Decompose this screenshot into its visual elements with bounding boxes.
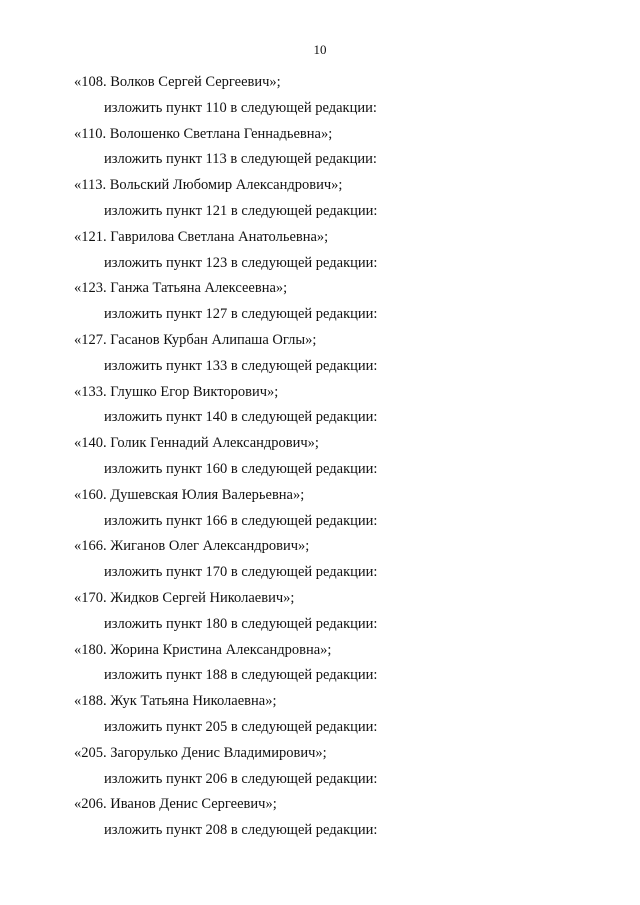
list-entry: «113. Вольский Любомир Александрович»; [74, 177, 343, 194]
amendment-instruction: изложить пункт 110 в следующей редакции: [104, 99, 377, 116]
amendment-instruction: изложить пункт 113 в следующей редакции: [104, 151, 377, 168]
list-entry: «140. Голик Геннадий Александрович»; [74, 435, 319, 452]
amendment-instruction: изложить пункт 208 в следующей редакции: [104, 822, 378, 839]
list-entry: «133. Глушко Егор Викторович»; [74, 383, 279, 400]
list-entry: «170. Жидков Сергей Николаевич»; [74, 590, 295, 606]
list-entry: «127. Гасанов Курбан Алипаша Оглы»; [74, 332, 317, 348]
list-entry: «180. Жорина Кристина Александровна»; [74, 641, 332, 658]
list-entry: «206. Иванов Денис Сергеевич»; [74, 796, 277, 813]
amendment-instruction: изложить пункт 205 в следующей редакции: [104, 719, 378, 735]
list-entry: «166. Жиганов Олег Александрович»; [74, 538, 310, 555]
list-entry: «110. Волошенко Светлана Геннадьевна»; [74, 125, 333, 142]
amendment-instruction: изложить пункт 121 в следующей редакции: [104, 203, 378, 219]
amendment-instruction: изложить пункт 133 в следующей редакции: [104, 357, 378, 374]
list-entry: «188. Жук Татьяна Николаевна»; [74, 693, 277, 710]
page-number: 10 [313, 42, 327, 57]
amendment-instruction: изложить пункт 180 в следующей редакции: [104, 615, 378, 632]
amendment-instruction: изложить пункт 170 в следующей редакции: [104, 564, 378, 581]
list-entry: «123. Ганжа Татьяна Алексеевна»; [74, 280, 288, 297]
amendment-instruction: изложить пункт 188 в следующей редакции: [104, 667, 378, 684]
amendment-instruction: изложить пункт 160 в следующей редакции: [104, 461, 378, 477]
list-entry: «160. Душевская Юлия Валерьевна»; [74, 486, 305, 503]
amendment-instruction: изложить пункт 140 в следующей редакции: [104, 409, 378, 426]
list-entry: «205. Загорулько Денис Владимирович»; [74, 744, 327, 761]
list-entry: «121. Гаврилова Светлана Анатольевна»; [74, 228, 329, 245]
amendment-instruction: изложить пункт 206 в следующей редакции: [104, 770, 378, 787]
amendment-instruction: изложить пункт 127 в следующей редакции: [104, 306, 378, 323]
amendment-instruction: изложить пункт 123 в следующей редакции: [104, 254, 378, 271]
amendment-instruction: изложить пункт 166 в следующей редакции: [104, 512, 378, 529]
list-entry: «108. Волков Сергей Сергеевич»; [74, 74, 281, 90]
